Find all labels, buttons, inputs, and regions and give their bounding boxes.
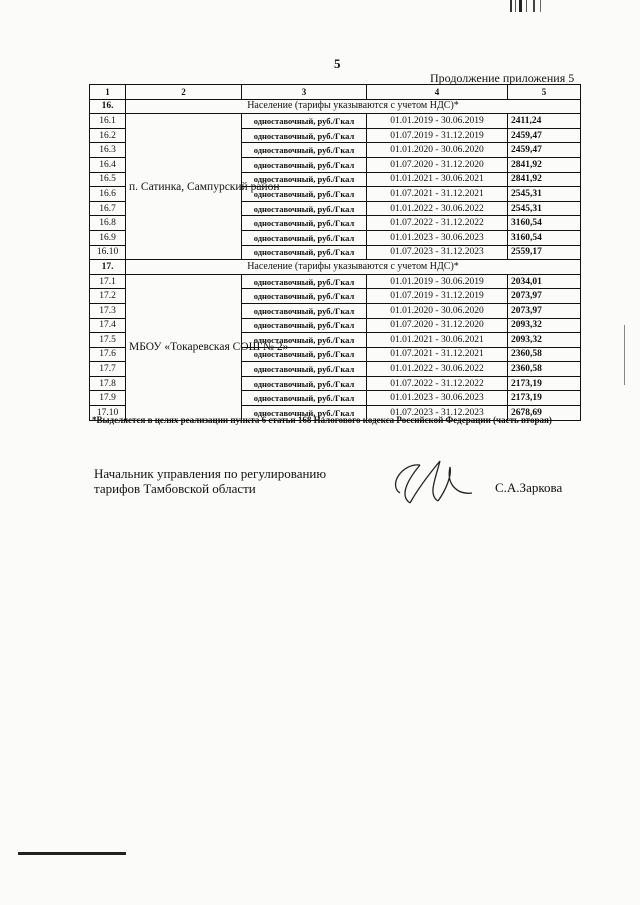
tariff-value: 2093,32: [508, 333, 581, 348]
row-number: 17.3: [90, 303, 126, 318]
table-row: [90, 274, 581, 289]
validity-period: 01.07.2020 - 31.12.2020: [367, 318, 508, 333]
section-row: [90, 99, 581, 114]
row-number: 17.8: [90, 376, 126, 391]
rate-type: одноставочный, руб./Гкал: [242, 230, 367, 245]
validity-period: 01.01.2022 - 30.06.2022: [367, 201, 508, 216]
row-number: 16.10: [90, 245, 126, 260]
row-number: 16.3: [90, 143, 126, 158]
validity-period: 01.07.2021 - 31.12.2021: [367, 187, 508, 202]
consumer-name: п. Сатинка, Сампурский район: [126, 114, 242, 260]
page-number: 5: [334, 56, 341, 71]
tariff-value: 2173,19: [508, 376, 581, 391]
row-number: 16.8: [90, 216, 126, 231]
tariff-value: 2173,19: [508, 391, 581, 406]
row-number: 17.2: [90, 289, 126, 304]
column-number-header: 4: [367, 85, 508, 100]
rate-type: одноставочный, руб./Гкал: [242, 391, 367, 406]
rate-type: одноставочный, руб./Гкал: [242, 318, 367, 333]
section-row: [90, 260, 581, 275]
row-number: 17.5: [90, 333, 126, 348]
rate-type: одноставочный, руб./Гкал: [242, 406, 367, 421]
row-number: 17.6: [90, 347, 126, 362]
tariff-value: 2559,17: [508, 245, 581, 260]
validity-period: 01.01.2019 - 30.06.2019: [367, 114, 508, 129]
signature-title: [94, 466, 326, 496]
row-number: 17.1: [90, 274, 126, 289]
rate-type: одноставочный, руб./Гкал: [242, 333, 367, 348]
section-number: 16.: [90, 99, 126, 114]
row-number: 16.9: [90, 230, 126, 245]
rate-type: одноставочный, руб./Гкал: [242, 347, 367, 362]
rate-type: одноставочный, руб./Гкал: [242, 172, 367, 187]
row-number: 17.7: [90, 362, 126, 377]
row-number: 16.2: [90, 128, 126, 143]
tariff-value: 2034,01: [508, 274, 581, 289]
tariff-value: 2459,47: [508, 128, 581, 143]
tariff-table: [89, 84, 581, 421]
rate-type: одноставочный, руб./Гкал: [242, 376, 367, 391]
footnote: *Выделяется в целях реализации пункта 6 статьи 168 Налогового кодекса Российской Федерации (часть вторая): [92, 415, 552, 425]
tariff-value: 3160,54: [508, 216, 581, 231]
consumer-name: МБОУ «Токаревская СОШ № 2»: [126, 274, 242, 420]
rate-type: одноставочный, руб./Гкал: [242, 289, 367, 304]
rate-type: одноставочный, руб./Гкал: [242, 143, 367, 158]
signature-title-line2: тарифов Тамбовской области: [94, 481, 256, 496]
table-header-row: [90, 85, 581, 100]
row-number: 17.10: [90, 406, 126, 421]
tariff-value: 2093,32: [508, 318, 581, 333]
tariff-value: 2841,92: [508, 157, 581, 172]
column-number-header: 3: [242, 85, 367, 100]
section-number: 17.: [90, 260, 126, 275]
validity-period: 01.07.2021 - 31.12.2021: [367, 347, 508, 362]
validity-period: 01.07.2023 - 31.12.2023: [367, 245, 508, 260]
rate-type: одноставочный, руб./Гкал: [242, 128, 367, 143]
rate-type: одноставочный, руб./Гкал: [242, 114, 367, 129]
validity-period: 01.01.2019 - 30.06.2019: [367, 274, 508, 289]
validity-period: 01.07.2020 - 31.12.2020: [367, 157, 508, 172]
tariff-value: 2545,31: [508, 187, 581, 202]
rate-type: одноставочный, руб./Гкал: [242, 303, 367, 318]
validity-period: 01.07.2022 - 31.12.2022: [367, 216, 508, 231]
row-number: 16.1: [90, 114, 126, 129]
validity-period: 01.01.2022 - 30.06.2022: [367, 362, 508, 377]
row-number: 17.9: [90, 391, 126, 406]
rate-type: одноставочный, руб./Гкал: [242, 201, 367, 216]
scan-artifact-icon: [506, 0, 556, 14]
scan-artifact-edge: [624, 325, 625, 385]
tariff-value: 2459,47: [508, 143, 581, 158]
row-number: 17.4: [90, 318, 126, 333]
validity-period: 01.07.2019 - 31.12.2019: [367, 289, 508, 304]
tariff-value: 2411,24: [508, 114, 581, 129]
column-number-header: 1: [90, 85, 126, 100]
rate-type: одноставочный, руб./Гкал: [242, 187, 367, 202]
section-title: Население (тарифы указываются с учетом НДС)*: [126, 260, 581, 275]
tariff-value: 2360,58: [508, 347, 581, 362]
validity-period: 01.07.2022 - 31.12.2022: [367, 376, 508, 391]
section-title: Население (тарифы указываются с учетом НДС)*: [126, 99, 581, 114]
row-number: 16.5: [90, 172, 126, 187]
tariff-value: 2545,31: [508, 201, 581, 216]
rate-type: одноставочный, руб./Гкал: [242, 245, 367, 260]
rate-type: одноставочный, руб./Гкал: [242, 216, 367, 231]
tariff-value: 2360,58: [508, 362, 581, 377]
rate-type: одноставочный, руб./Гкал: [242, 362, 367, 377]
tariff-value: 2073,97: [508, 289, 581, 304]
validity-period: 01.01.2021 - 30.06.2021: [367, 172, 508, 187]
validity-period: 01.01.2023 - 30.06.2023: [367, 230, 508, 245]
tariff-value: 2073,97: [508, 303, 581, 318]
row-number: 16.6: [90, 187, 126, 202]
signatory-name: С.А.Заркова: [495, 480, 563, 495]
scan-artifact-line: [18, 852, 126, 855]
signature-title-line1: Начальник управления по регулированию: [94, 466, 327, 481]
table-row: [90, 114, 581, 129]
validity-period: 01.01.2023 - 30.06.2023: [367, 391, 508, 406]
column-number-header: 5: [508, 85, 581, 100]
row-number: 16.4: [90, 157, 126, 172]
tariff-value: 2841,92: [508, 172, 581, 187]
row-number: 16.7: [90, 201, 126, 216]
validity-period: 01.07.2019 - 31.12.2019: [367, 128, 508, 143]
validity-period: 01.01.2020 - 30.06.2020: [367, 143, 508, 158]
rate-type: одноставочный, руб./Гкал: [242, 274, 367, 289]
rate-type: одноставочный, руб./Гкал: [242, 157, 367, 172]
continuation-note: Продолжение приложения 5: [430, 71, 575, 85]
tariff-value: 2678,69: [508, 406, 581, 421]
validity-period: 01.07.2023 - 31.12.2023: [367, 406, 508, 421]
validity-period: 01.01.2021 - 30.06.2021: [367, 333, 508, 348]
validity-period: 01.01.2020 - 30.06.2020: [367, 303, 508, 318]
tariff-value: 3160,54: [508, 230, 581, 245]
column-number-header: 2: [126, 85, 242, 100]
handwritten-signature: [380, 455, 480, 510]
